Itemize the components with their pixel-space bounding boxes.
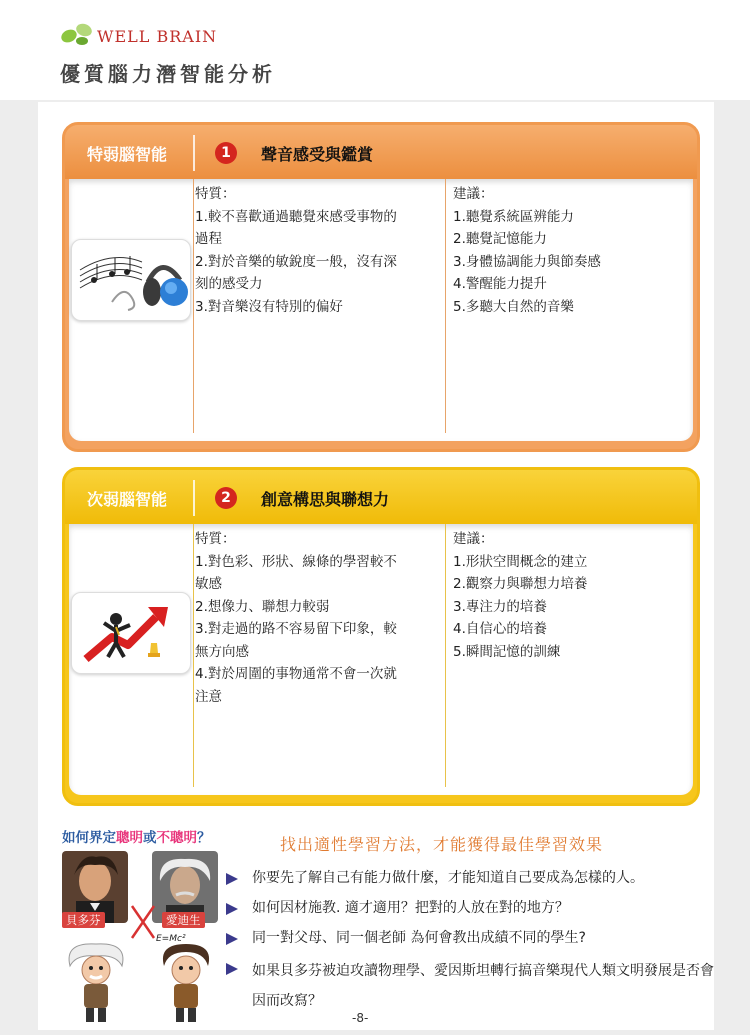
- bullet-list: [224, 866, 714, 1022]
- traits-column: [195, 183, 435, 318]
- column-divider: [445, 524, 446, 787]
- trait-line: 無方向感: [195, 643, 249, 660]
- trait-line: 1.對色彩、形狀、線條的學習較不: [195, 553, 397, 570]
- bullet-text: 如果貝多芬被迫攻讀物理學、愛因斯坦轉行搞音樂現代人類文明發展是否會因而改寫？: [252, 963, 714, 1009]
- header-divider: [193, 135, 195, 171]
- smart-question-heading: [62, 826, 211, 846]
- suggestion-item: 5.多聽大自然的音樂: [453, 298, 574, 315]
- bullet-text: 同一對父母、同一個老師 為何會教出成績不同的學生?: [252, 930, 586, 946]
- suggestion-item: 4.警醒能力提升: [453, 276, 547, 292]
- suggestions-column: [453, 528, 683, 663]
- header-divider: [193, 480, 195, 516]
- brand-name: WELL BRAIN: [97, 27, 218, 46]
- formula-label: E=Mc²: [156, 934, 186, 944]
- question-text: 或: [143, 830, 157, 846]
- question-highlight: 聰明: [116, 830, 143, 846]
- traits-heading: 特質：: [195, 186, 236, 202]
- card-topic: 創意構思與聯想力: [261, 490, 390, 509]
- slogan: 找出適性學習方法，才能獲得最佳學習效果: [280, 835, 604, 854]
- suggestion-item: 1.形狀空間概念的建立: [453, 553, 588, 570]
- suggestion-item: 2.聽覺記憶能力: [453, 231, 547, 247]
- trait-line: 3.對音樂沒有特別的偏好: [195, 298, 343, 315]
- trait-line: 1.較不喜歡通過聽覺來感受事物的: [195, 208, 397, 225]
- arrow-bullet-icon: [226, 873, 238, 885]
- question-highlight: 不聰明: [156, 830, 197, 846]
- column-divider: [193, 524, 194, 787]
- trait-line: 4.對於周圍的事物通常不會一次就: [195, 666, 397, 682]
- trait-line: 敏感: [195, 576, 222, 592]
- card-body: [69, 179, 693, 441]
- traits-column: [195, 528, 435, 708]
- page-title: 優質腦力潛智能分析: [60, 62, 276, 86]
- cartoon-composer-icon: [150, 936, 222, 1026]
- edison-name-tag: 愛迪生: [162, 912, 205, 928]
- weak-intelligence-card-2: [62, 467, 700, 806]
- question-text: 如何界定: [62, 830, 116, 846]
- card-header-band: [65, 125, 697, 179]
- suggestion-item: 5.瞬間記憶的訓練: [453, 643, 561, 660]
- suggestion-item: 1.聽覺系統區辨能力: [453, 208, 574, 225]
- trait-line: 刻的感受力: [195, 276, 263, 292]
- trait-line: 2.想像力、聯想力較弱: [195, 598, 330, 615]
- beethoven-name-tag: 貝多芬: [62, 912, 105, 928]
- music-headphones-icon: [71, 239, 191, 321]
- arrow-bullet-icon: [226, 903, 238, 915]
- card-level-label: 次弱腦智能: [87, 490, 168, 509]
- arrow-bullet-icon: [226, 963, 238, 975]
- suggestion-item: 3.身體協調能力與節奏感: [453, 253, 601, 270]
- trait-line: 過程: [195, 231, 222, 247]
- traits-heading: 特質：: [195, 531, 236, 547]
- suggestion-item: 3.專注力的培養: [453, 598, 547, 615]
- suggestions-heading: 建議：: [453, 531, 494, 547]
- weak-intelligence-card-1: [62, 122, 700, 452]
- suggestions-heading: 建議：: [453, 186, 494, 202]
- list-item: [224, 956, 714, 1016]
- page-number: -8-: [352, 1011, 369, 1025]
- page-header: [0, 0, 750, 100]
- suggestion-item: 2.觀察力與聯想力培養: [453, 576, 588, 592]
- rank-badge: 2: [215, 487, 237, 509]
- list-item: [224, 866, 714, 890]
- list-item: [224, 896, 714, 920]
- cartoon-scientist-icon: [60, 936, 132, 1026]
- card-body: [69, 524, 693, 795]
- trait-line: 注意: [195, 688, 222, 705]
- growth-arrow-figure-icon: [71, 592, 191, 674]
- brand-logo-icon: [60, 22, 94, 46]
- trait-line: 3.對走過的路不容易留下印象，較: [195, 621, 397, 637]
- arrow-bullet-icon: [226, 933, 238, 945]
- bullet-text: 你要先了解自己有能力做什麼，才能知道自己要成為怎樣的人。: [252, 870, 644, 886]
- column-divider: [193, 179, 194, 433]
- column-divider: [445, 179, 446, 433]
- suggestions-column: [453, 183, 683, 318]
- trait-line: 2.對於音樂的敏銳度一般，沒有深: [195, 253, 397, 270]
- bullet-text: 如何因材施教. 適才適用？把對的人放在對的地方？: [252, 900, 569, 916]
- list-item: [224, 926, 714, 950]
- rank-badge: 1: [215, 142, 237, 164]
- card-topic: 聲音感受與鑑賞: [261, 145, 374, 164]
- card-level-label: 特弱腦智能: [87, 145, 168, 164]
- suggestion-item: 4.自信心的培養: [453, 621, 547, 637]
- card-header-band: [65, 470, 697, 524]
- question-text: ？: [197, 830, 211, 846]
